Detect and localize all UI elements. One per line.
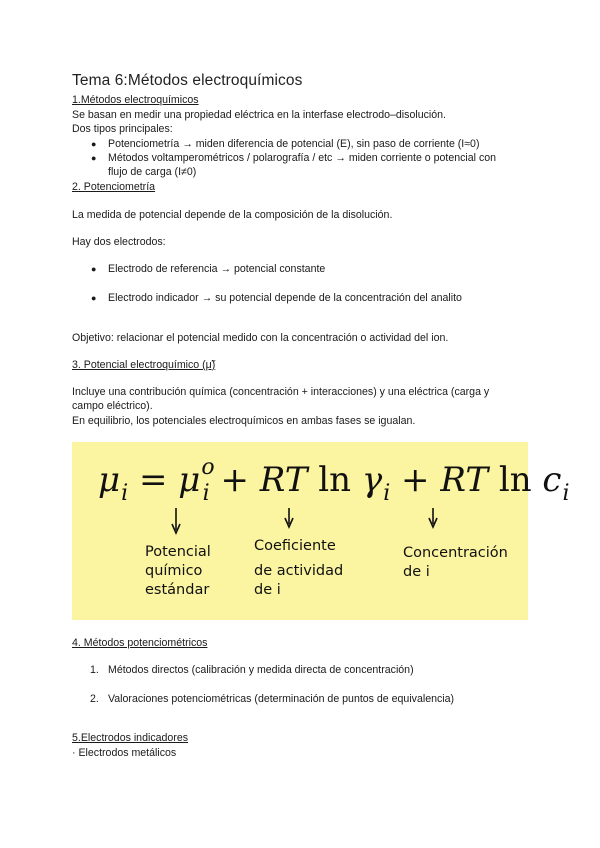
bullet-icon: ● [91,139,97,149]
formula-rt: + RT [209,460,319,500]
formula-subscript: i [383,481,391,506]
bullet-icon: ● [91,264,97,274]
label-line: Coeficiente [254,538,336,554]
label-line: químico [145,563,203,579]
formula-ln: ln [498,460,532,500]
label-concentracion [403,544,508,582]
formula-gamma: γ [351,460,383,500]
list-number: 1. [90,664,99,676]
label-line: de actividad [254,563,344,579]
down-arrow-icon [283,506,295,530]
section-3-paragraph-1: Incluye una contribución química (concentración + interacciones) y una eléctrica (carga y [72,386,490,398]
label-coeficiente-actividad [254,537,343,600]
electrochemical-potential-formula [98,455,570,506]
formula-subscript: i [562,481,570,506]
formula-mu: μ [98,460,121,500]
bullet-icon: ● [91,293,97,303]
section-4-item-1: Métodos directos (calibración y medida directa de concentración) [108,664,414,676]
formula-equals: = [128,460,179,500]
label-line: Concentración [403,545,508,561]
section-1-bullet-2-continuation: flujo de carga (I≠0) [108,166,197,178]
formula-rt: + RT [390,460,499,500]
formula-subscript: i [121,481,129,506]
formula-superscript: o [201,455,215,480]
section-1-heading: 1.Métodos electroquímicos [72,94,199,106]
bullet-icon: ● [91,153,97,163]
section-3-paragraph-3: En equilibrio, los potenciales electroquímicos en ambas fases se igualan. [72,415,416,427]
list-number: 2. [90,693,99,705]
section-2-bullet-1: Electrodo de referencia → potencial constante [108,263,326,275]
section-5-paragraph-1: · Electrodos metálicos [72,747,177,759]
section-2-paragraph-2: Hay dos electrodos: [72,236,166,248]
section-2-paragraph-3: Objetivo: relacionar el potencial medido con la concentración o actividad del ion. [72,332,449,344]
label-line: Potencial [145,544,211,560]
label-potencial-quimico-estandar [145,543,211,600]
formula-c: c [531,460,562,500]
section-1-paragraph-1: Se basan en medir una propiedad eléctrica en la interfase electrodo–disolución. [72,109,446,121]
label-line: de i [254,582,281,598]
label-line: de i [403,564,430,580]
section-1-paragraph-2: Dos tipos principales: [72,123,173,135]
formula-image [72,442,570,620]
section-3-paragraph-2: campo eléctrico). [72,400,153,412]
section-2-heading: 2. Potenciometría [72,181,156,193]
section-5-heading: 5.Electrodos indicadores [72,732,189,744]
section-2-paragraph-1: La medida de potencial depende de la composición de la disolución. [72,209,393,221]
down-arrow-icon [170,506,182,536]
section-2-bullet-2: Electrodo indicador → su potencial depende de la concentración del analito [108,292,462,304]
section-1-bullet-1: Potenciometría → miden diferencia de potencial (E), sin paso de corriente (I≈0) [108,138,480,150]
formula-mu: μ [178,460,201,500]
section-4-heading: 4. Métodos potenciométricos [72,637,208,649]
formula-subscript: i [202,481,210,506]
formula-ln: ln [318,460,352,500]
page-title: Tema 6:Métodos electroquímicos [72,72,303,89]
section-4-item-2: Valoraciones potenciométricas (determinación de puntos de equivalencia) [108,693,455,705]
section-1-bullet-2: Métodos voltamperométricos / polarografía / etc → miden corriente o potencial con [108,152,497,164]
label-line: estándar [145,582,210,598]
section-3-heading: 3. Potencial electroquímico (μ̃) [72,359,216,371]
down-arrow-icon [427,506,439,530]
